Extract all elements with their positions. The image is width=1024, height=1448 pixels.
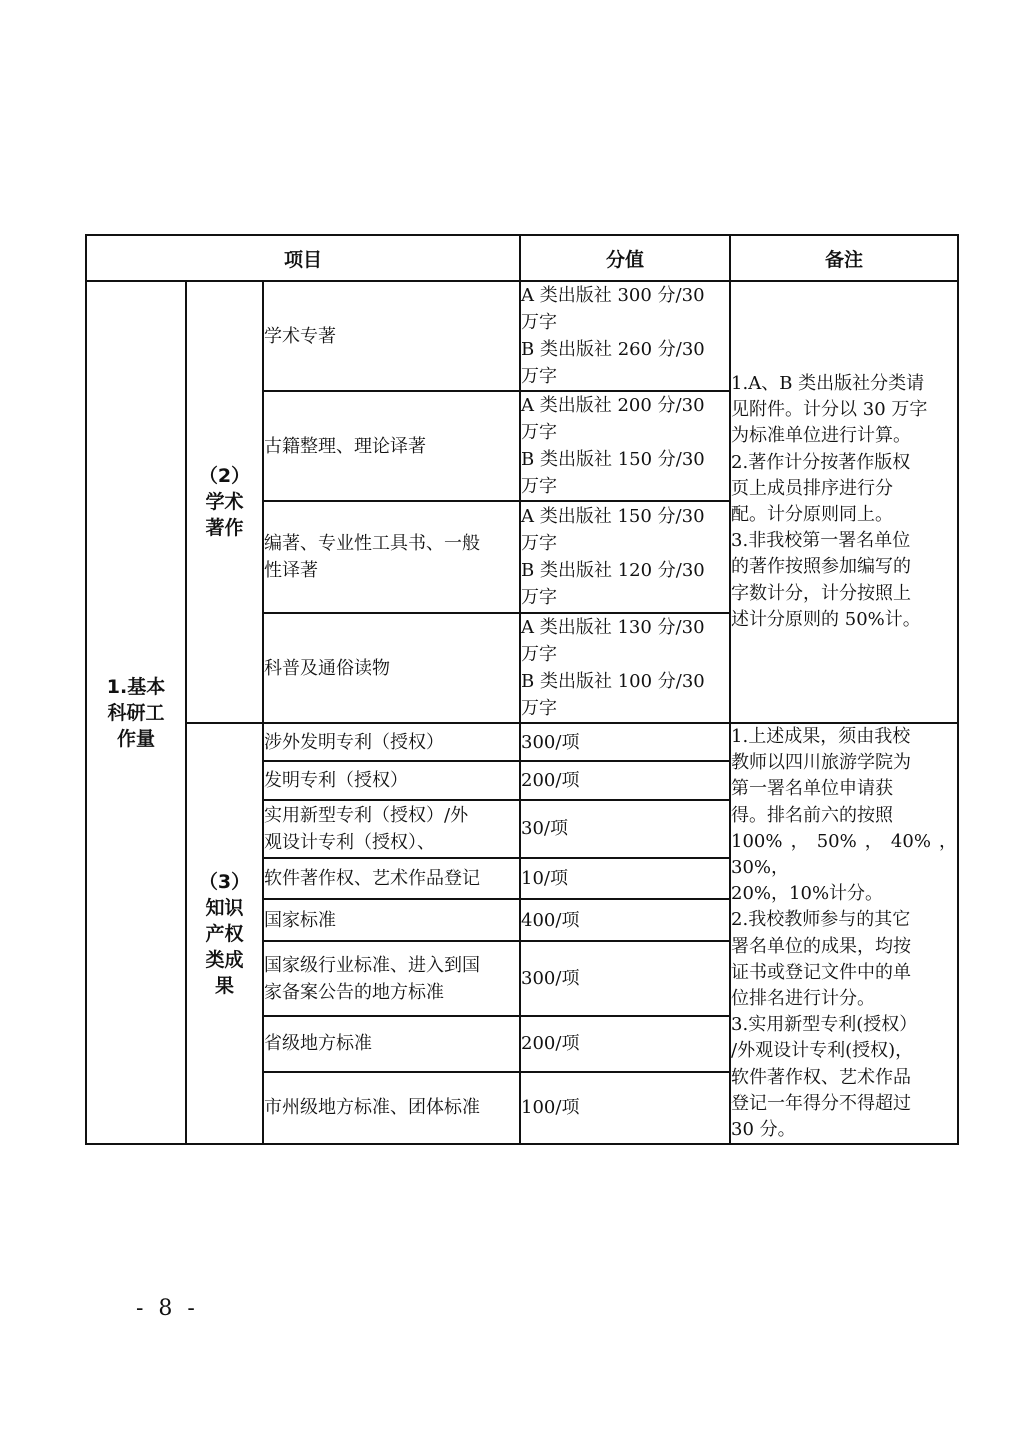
score-cell: A 类出版社 150 分/30 万字 B 类出版社 120 分/30 万字: [520, 501, 730, 613]
item-cell: 国家级行业标准、进入到国 家备案公告的地方标准: [263, 941, 520, 1016]
item-cell: 发明专利（授权）: [263, 761, 520, 799]
item-cell: 古籍整理、理论译著: [263, 391, 520, 501]
item-cell: 省级地方标准: [263, 1016, 520, 1072]
header-note: 备注: [730, 235, 958, 281]
score-cell: 100/项: [520, 1072, 730, 1145]
score-cell: 200/项: [520, 1016, 730, 1072]
score-cell: A 类出版社 130 分/30 万字 B 类出版社 100 分/30 万字: [520, 613, 730, 723]
table-row: [86, 723, 958, 761]
score-cell: 400/项: [520, 899, 730, 941]
item-cell: 科普及通俗读物: [263, 613, 520, 723]
note-books: 1.A、B 类出版社分类请 见附件。计分以 30 万字 为标准单位进行计算。 2.著作计分按著作版权 页上成员排序进行分 配。计分原则同上。 3.非我校第一署名单位 的著作按照参加编写的 字数计分，计分按照上 述计分原则的 50%计。: [730, 281, 958, 723]
group-label-books: （2） 学术 著作: [186, 281, 263, 723]
header-score: 分值: [520, 235, 730, 281]
item-cell: 国家标准: [263, 899, 520, 941]
item-cell: 市州级地方标准、团体标准: [263, 1072, 520, 1145]
note-ip: 1.上述成果，须由我校 教师以四川旅游学院为 第一署名单位申请获 得。排名前六的按照 100%，50%，40%，30%， 20%，10%计分。 2.我校教师参与的其它 署名单位的成果，均按 证书或登记文件中的单 位排名进行计分。 3.实用新型专利(授权） /外观设计专利(授权)， 软件著作权、艺术作品 登记一年得分不得超过 30 分。: [730, 723, 958, 1144]
group-label-ip: （3） 知识 产权 类成 果: [186, 723, 263, 1144]
item-cell: 涉外发明专利（授权）: [263, 723, 520, 761]
item-cell: 编著、专业性工具书、一般 性译著: [263, 501, 520, 613]
score-cell: A 类出版社 200 分/30 万字 B 类出版社 150 分/30 万字: [520, 391, 730, 501]
header-row: [86, 235, 958, 281]
score-cell: 300/项: [520, 723, 730, 761]
table-row: [86, 281, 958, 391]
page-number: - 8 -: [136, 1296, 199, 1321]
score-cell: 300/项: [520, 941, 730, 1016]
score-cell: 30/项: [520, 800, 730, 858]
item-cell: 学术专著: [263, 281, 520, 391]
category-cell: 1.基本 科研工 作量: [86, 281, 186, 1144]
score-cell: 10/项: [520, 858, 730, 899]
score-cell: 200/项: [520, 761, 730, 799]
item-cell: 软件著作权、艺术作品登记: [263, 858, 520, 899]
score-cell: A 类出版社 300 分/30 万字 B 类出版社 260 分/30 万字: [520, 281, 730, 391]
scoring-table: [85, 234, 959, 1145]
item-cell: 实用新型专利（授权）/外 观设计专利（授权）、: [263, 800, 520, 858]
header-item: 项目: [86, 235, 520, 281]
